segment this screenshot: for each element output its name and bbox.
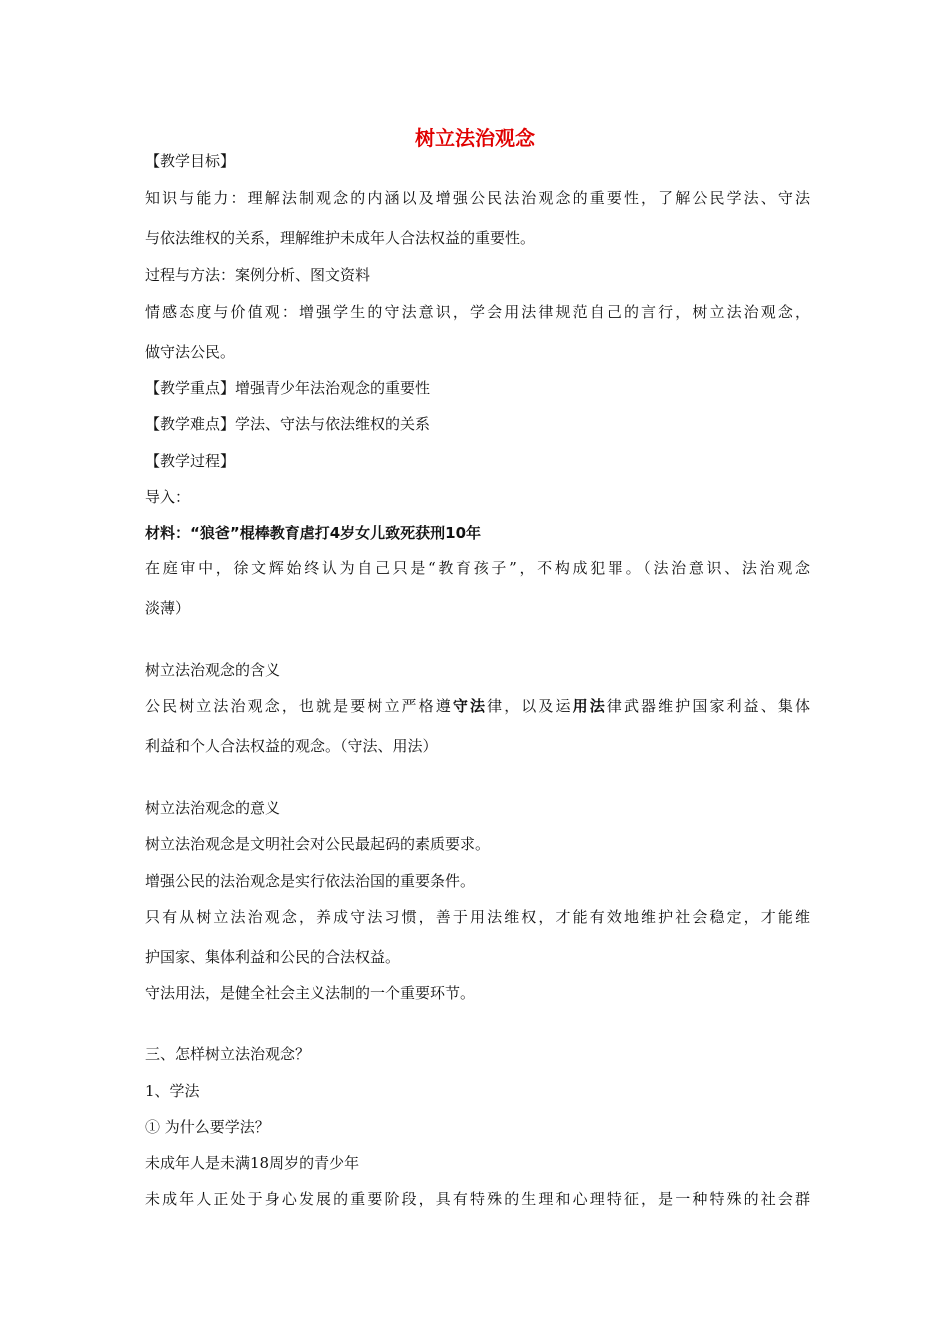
paragraph-line: 做守法公民。 — [145, 343, 236, 361]
material-heading: 材料：“狼爸”棍棒教育虐打4岁女儿致死获刑10年 — [145, 524, 482, 542]
paragraph-line: 在庭审中，徐文辉始终认为自己只是“教育孩子”，不构成犯罪。（法治意识、法治观念 — [145, 559, 810, 577]
paragraph-line: 淡薄） — [145, 599, 191, 617]
section-heading: 树立法治观念的意义 — [145, 799, 281, 817]
text-run: 律武器维护国家利益、集体 — [606, 697, 810, 715]
paragraph-line: 过程与方法：案例分析、图文资料 — [145, 266, 371, 284]
text-run: 律，以及运 — [487, 697, 573, 715]
paragraph-line: 增强公民的法治观念是实行依法治国的重要条件。 — [145, 872, 476, 890]
paragraph-line: 知识与能力：理解法制观念的内涵以及增强公民法治观念的重要性，了解公民学法、守法 — [145, 189, 810, 207]
paragraph-line: 情感态度与价值观：增强学生的守法意识，学会用法律规范自己的言行，树立法治观念， — [145, 303, 810, 321]
bold-term: 守法 — [452, 697, 488, 715]
paragraph-line: 护国家、集体利益和公民的合法权益。 — [145, 948, 401, 966]
paragraph-line: 利益和个人合法权益的观念。（守法、用法） — [145, 737, 438, 755]
paragraph-line — [145, 695, 810, 717]
document-title: 树立法治观念 — [415, 126, 535, 150]
heading-teaching-process: 【教学过程】 — [145, 452, 236, 470]
paragraph-line: 只有从树立法治观念，养成守法习惯，善于用法维权，才能有效地维护社会稳定，才能维 — [145, 908, 810, 926]
paragraph-line: 守法用法，是健全社会主义法制的一个重要环节。 — [145, 984, 476, 1002]
paragraph-line: 导入： — [145, 488, 191, 506]
heading-teaching-goals: 【教学目标】 — [145, 152, 236, 170]
paragraph-line: 未成年人正处于身心发展的重要阶段，具有特殊的生理和心理特征，是一种特殊的社会群 — [145, 1190, 810, 1208]
paragraph-line: 与依法维权的关系，理解维护未成年人合法权益的重要性。 — [145, 229, 536, 247]
section-heading: 树立法治观念的含义 — [145, 661, 281, 679]
section-heading: 三、怎样树立法治观念？ — [145, 1045, 311, 1063]
question-heading: ① 为什么要学法？ — [145, 1118, 270, 1136]
text-run: 公民树立法治观念，也就是要树立严格遵 — [145, 697, 453, 715]
paragraph-line: 未成年人是未满18周岁的青少年 — [145, 1154, 360, 1172]
bold-term: 用法 — [572, 697, 607, 715]
paragraph-line: 树立法治观念是文明社会对公民最起码的素质要求。 — [145, 835, 491, 853]
heading-key-point: 【教学重点】增强青少年法治观念的重要性 — [145, 379, 431, 397]
subsection-heading: 1、学法 — [145, 1082, 200, 1100]
heading-difficulty: 【教学难点】学法、守法与依法维权的关系 — [145, 415, 431, 433]
